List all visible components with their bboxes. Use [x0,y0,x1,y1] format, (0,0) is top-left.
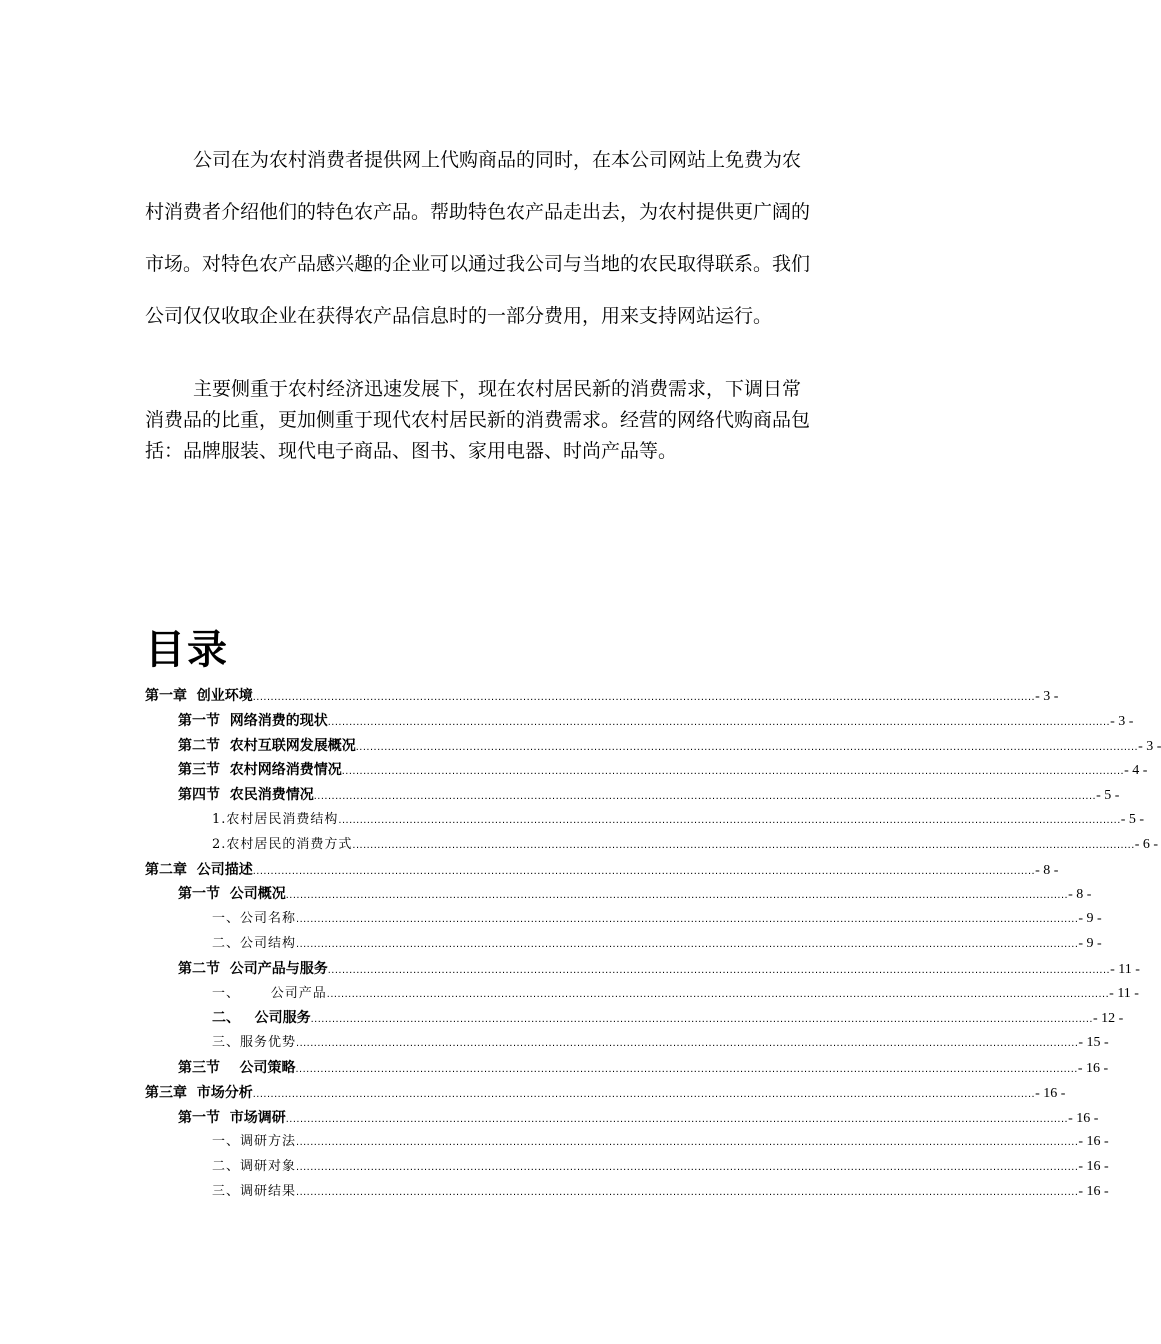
toc-entry-label: 第二节 农村互联网发展概况 [178,737,356,754]
toc-entry-label: 一、公司名称 [212,911,297,927]
toc-entry-label: 二、公司结构 [212,935,297,951]
toc-entry[interactable] [145,758,1148,783]
toc-entry-label: 一、 公司产品 [212,985,327,1001]
toc-leader-dots: ............................................................................................................................................................................................................................ [296,1161,1079,1174]
toc-leader-dots: ............................................................................................................................................................................................................................ [355,740,1139,753]
toc-entry-label: 1.农村居民消费结构 [212,811,339,827]
toc-leader-dots: ............................................................................................................................................................................................................................ [296,1037,1079,1050]
toc-entry[interactable] [145,1081,1066,1106]
toc-leader-dots: ............................................................................................................................................................................................................................ [285,1112,1069,1125]
toc-leader-dots: ............................................................................................................................................................................................................................ [327,963,1111,976]
toc-entry[interactable] [145,1155,1109,1180]
toc-entry[interactable] [145,882,1092,907]
toc-entry[interactable] [145,932,1102,957]
toc-entry-page: - 16 - [1068,1110,1099,1126]
toc-entry-page: - 3 - [1110,713,1134,729]
toc-entry-label: 第三章 市场分析 [145,1084,253,1101]
toc-entry-label: 第二章 公司描述 [145,861,253,878]
toc-leader-dots: ............................................................................................................................................................................................................................ [327,715,1111,728]
toc-entry-page: - 11 - [1109,985,1139,1001]
toc-leader-dots: ............................................................................................................................................................................................................................ [310,1013,1093,1026]
toc-leader-dots: ............................................................................................................................................................................................................................ [296,937,1079,950]
toc-entry[interactable] [145,709,1134,734]
toc-entry[interactable] [145,957,1140,982]
toc-entry-label: 第一节 公司概况 [178,886,286,903]
toc-entry-page: - 3 - [1138,738,1161,754]
toc-leader-dots: ............................................................................................................................................................................................................................ [296,1185,1079,1198]
toc-leader-dots: ............................................................................................................................................................................................................................ [341,765,1125,778]
toc-entry-page: - 8 - [1068,887,1092,903]
toc-entry-label: 二、 公司服务 [212,1010,311,1027]
toc-entry-label: 第四节 农民消费情况 [178,787,314,804]
toc-leader-dots: ............................................................................................................................................................................................................................ [296,1136,1079,1149]
intro-paragraph-1 [145,134,810,342]
toc-entry-page: - 8 - [1035,862,1059,878]
toc-entry-page: - 6 - [1134,836,1159,852]
toc-entry-page: - 5 - [1096,788,1120,804]
intro-paragraph-2-text: 主要侧重于农村经济迅速发展下，现在农村居民新的消费需求，下调日常消费品的比重，更加侧重于现代农村居民新的消费需求。经营的网络代购商品包括：品牌服装、现代电子商品、图书、家用电器、时尚产品等。 [145,378,811,462]
toc-entry-page: - 4 - [1124,763,1148,779]
toc-entry-page: - 12 - [1092,1011,1124,1027]
toc-entry-page: - 16 - [1077,1060,1109,1076]
toc-leader-dots: ............................................................................................................................................................................................................................ [352,838,1135,851]
toc-entry-label: 第三节 公司策略 [178,1059,296,1076]
toc-entry[interactable] [145,808,1145,833]
toc-entry[interactable] [145,734,1161,759]
toc-entry[interactable] [145,1056,1109,1081]
toc-entry[interactable] [145,1180,1109,1205]
toc-entry[interactable] [145,858,1059,883]
toc-leader-dots: ............................................................................................................................................................................................................................ [338,813,1121,826]
toc-entry-label: 2.农村居民的消费方式 [212,836,353,852]
toc-leader-dots: ............................................................................................................................................................................................................................ [252,691,1036,703]
toc-entry-label: 第三节 农村网络消费情况 [178,762,342,779]
toc-entry-label: 第二节 公司产品与服务 [178,960,328,977]
toc-entry-page: - 3 - [1035,689,1059,704]
toc-entry[interactable] [145,684,1059,709]
toc-leader-dots: ............................................................................................................................................................................................................................ [296,913,1079,926]
toc-leader-dots: ............................................................................................................................................................................................................................ [252,864,1036,877]
toc-leader-dots: ............................................................................................................................................................................................................................ [252,1087,1036,1100]
toc-entry-page: - 9 - [1078,935,1102,951]
intro-paragraph-1-text: 公司在为农村消费者提供网上代购商品的同时，在本公司网站上免费为农村消费者介绍他们的特色农产品。帮助特色农产品走出去，为农村提供更广阔的市场。对特色农产品感兴趣的企业可以通过我公司与当地的农民取得联系。我们公司仅仅收取企业在获得农产品信息时的一部分费用，用来支持网站运行。 [145,149,811,327]
toc-entry[interactable] [145,1130,1109,1155]
toc-entry-page: - 16 - [1078,1134,1109,1150]
toc-leader-dots: ............................................................................................................................................................................................................................ [295,1062,1078,1075]
intro-paragraph-2 [145,374,810,467]
toc-entry-label: 二、调研对象 [212,1159,297,1175]
table-of-contents [145,684,1161,1205]
toc-entry-page: - 5 - [1120,811,1145,827]
toc-entry[interactable] [145,907,1102,932]
toc-entry-page: - 11 - [1110,961,1140,977]
toc-entry[interactable] [145,1106,1099,1131]
toc-entry[interactable] [145,1006,1124,1031]
toc-entry[interactable] [145,1031,1109,1056]
toc-entry-page: - 9 - [1078,911,1102,927]
toc-entry[interactable] [145,982,1139,1007]
toc-entry-label: 第一节 市场调研 [178,1109,286,1126]
toc-entry-page: - 16 - [1078,1183,1109,1199]
toc-entry[interactable] [145,783,1120,808]
toc-leader-dots: ............................................................................................................................................................................................................................ [326,987,1110,1000]
toc-entry-page: - 15 - [1078,1035,1109,1051]
toc-entry[interactable] [145,833,1159,858]
toc-title: 目录 [145,627,229,673]
toc-leader-dots: ............................................................................................................................................................................................................................ [285,889,1069,902]
toc-entry-page: - 16 - [1078,1159,1109,1175]
toc-entry-label: 第一节 网络消费的现状 [178,712,328,729]
toc-entry-label: 一、调研方法 [212,1134,297,1150]
toc-leader-dots: ............................................................................................................................................................................................................................ [313,790,1097,803]
toc-entry-label: 三、调研结果 [212,1183,297,1199]
toc-entry-label: 第一章 创业环境 [145,688,253,704]
toc-entry-page: - 16 - [1035,1085,1066,1101]
toc-entry-label: 三、服务优势 [212,1035,297,1051]
